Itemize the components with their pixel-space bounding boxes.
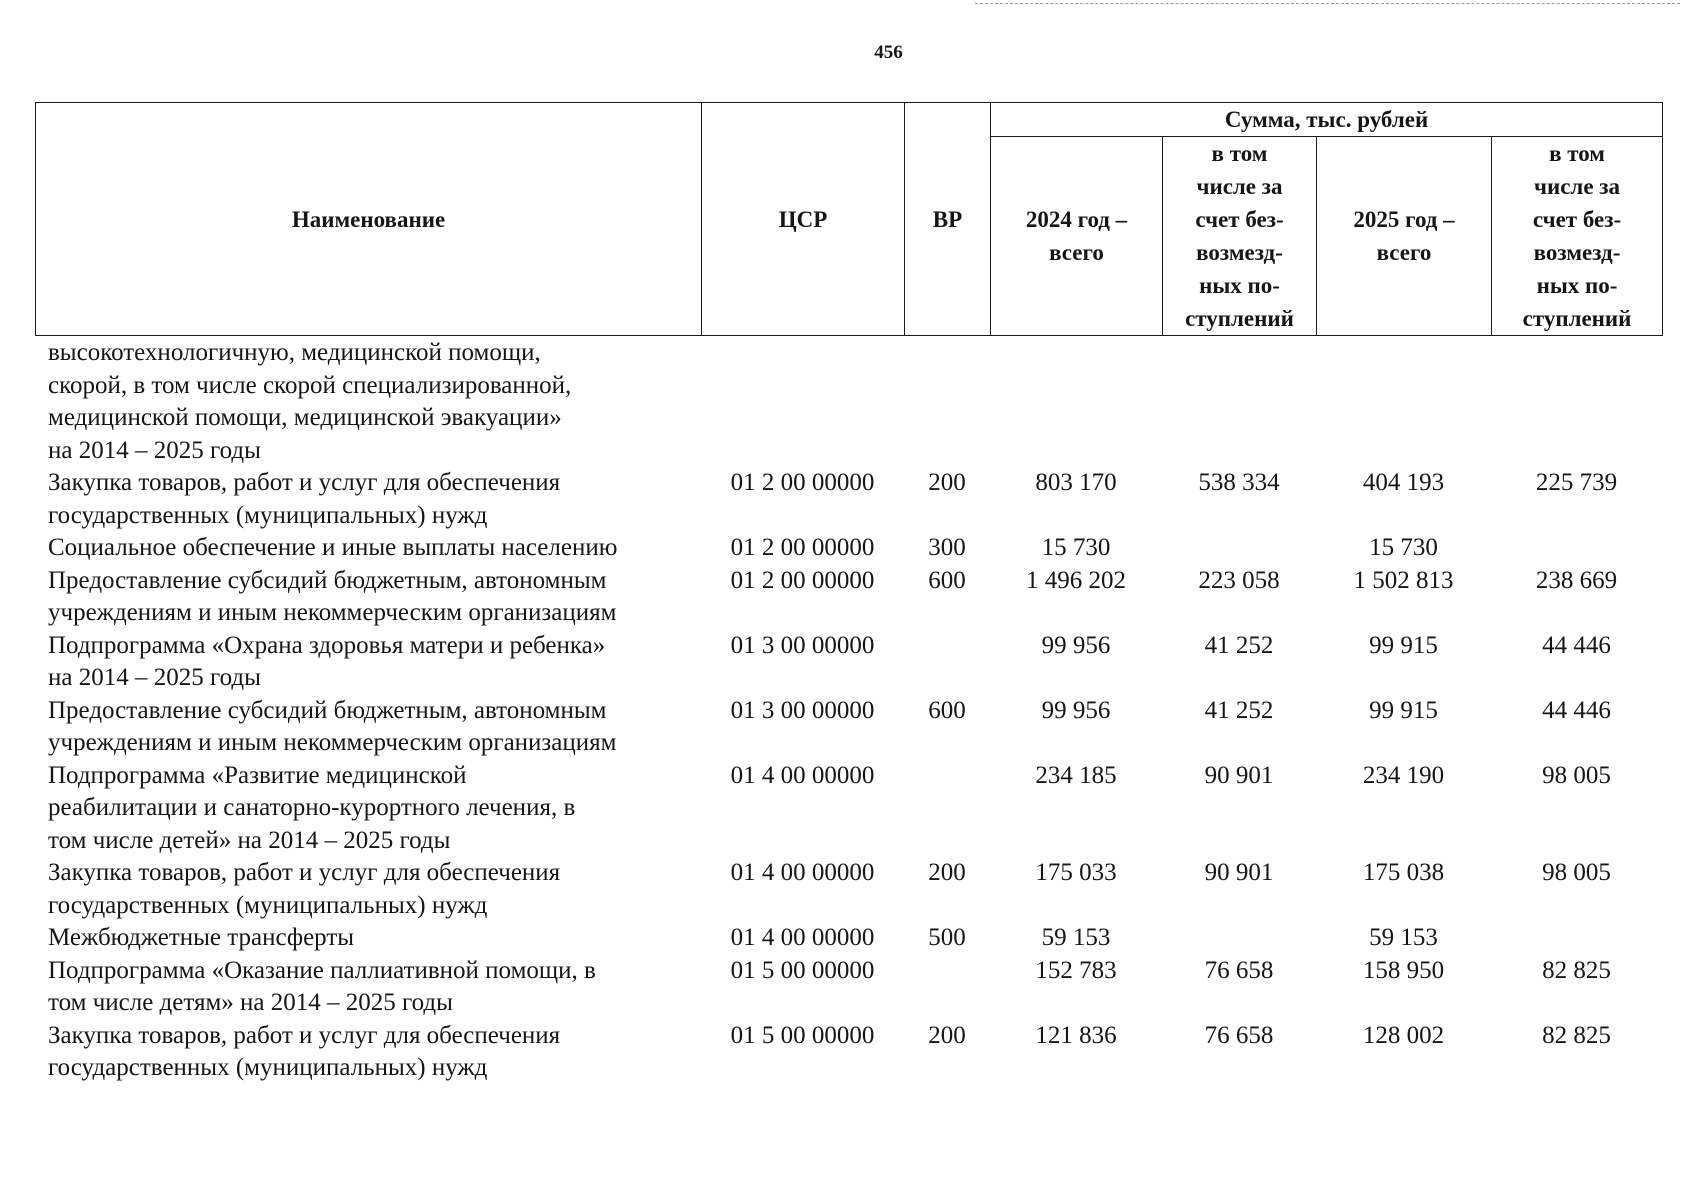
cell-2024-incl: 41 252: [1204, 631, 1274, 659]
cell-vr: [904, 630, 990, 695]
header-incl-line: в том: [1211, 141, 1268, 166]
cell-csr: 01 4 00 00000: [730, 924, 875, 951]
cell-name-line: Закупка товаров, работ и услуг для обеспечения: [48, 859, 561, 886]
cell-2025-total: 59 153: [1369, 924, 1438, 951]
cell-vr: [904, 955, 990, 1020]
cell-2024-incl: 223 058: [1198, 566, 1280, 594]
table-row: [35, 695, 1662, 760]
cell-2024-incl: [1162, 532, 1316, 565]
cell-2024-total: 803 170: [1035, 469, 1117, 496]
header-incl-line: числе за: [1534, 174, 1621, 199]
cell-2024-incl: [1162, 337, 1316, 467]
cell-2025-incl: 98 005: [1542, 859, 1611, 886]
cell-csr: 01 2 00 00000: [730, 469, 875, 496]
cell-csr: 01 3 00 00000: [730, 696, 875, 724]
cell-name-line: скорой, в том числе скорой специализированной,: [48, 371, 572, 399]
cell-csr: 01 3 00 00000: [730, 631, 875, 659]
header-sum-group: Сумма, тыс. рублей: [991, 103, 1663, 137]
cell-csr: 01 4 00 00000: [730, 761, 875, 789]
cell-name: [35, 565, 701, 630]
header-2024-incl: [1163, 137, 1317, 336]
cell-2025-total: 158 950: [1362, 956, 1445, 984]
top-rule: [975, 3, 1680, 4]
cell-name-line: высокотехнологичную, медицинской помощи,: [48, 339, 541, 366]
cell-2025-total: 99 915: [1369, 631, 1438, 659]
cell-2024-total: [990, 337, 1162, 467]
cell-2024-incl: 76 658: [1204, 1021, 1274, 1049]
cell-2024-incl: 90 901: [1204, 761, 1274, 789]
cell-name-line: на 2014 – 2025 годы: [48, 664, 261, 691]
header-incl-line: ных по-: [1536, 273, 1618, 298]
cell-2025-incl: [1491, 922, 1662, 955]
cell-name: [35, 695, 701, 760]
table-header: [35, 102, 1663, 336]
header-incl-line: счет без-: [1195, 207, 1284, 232]
cell-2025-incl: [1491, 337, 1662, 467]
header-incl-line: возмезд-: [1533, 240, 1621, 265]
cell-2025-total: 404 193: [1362, 469, 1445, 496]
cell-2025-total: 128 002: [1362, 1021, 1445, 1049]
cell-name: [35, 337, 701, 467]
cell-2024-incl: 76 658: [1204, 956, 1274, 984]
cell-2024-incl: 90 901: [1204, 859, 1274, 886]
cell-name-line: том числе детям» на 2014 – 2025 годы: [48, 989, 453, 1016]
table-row: [35, 922, 1662, 955]
cell-csr: 01 2 00 00000: [730, 566, 875, 594]
table-row: [35, 630, 1662, 695]
cell-name-line: учреждениям и иным некоммерческим организациям: [48, 729, 617, 756]
cell-name-line: государственных (муниципальных) нужд: [48, 501, 488, 529]
cell-name: [35, 922, 701, 955]
page-number: 456: [874, 42, 903, 63]
cell-vr: 300: [928, 534, 966, 561]
table-rows: [35, 337, 1662, 1085]
cell-2024-incl: 538 334: [1198, 469, 1280, 496]
cell-csr: 01 5 00 00000: [730, 956, 875, 984]
cell-2025-incl: 44 446: [1542, 696, 1611, 724]
cell-2024-total: 99 956: [1041, 631, 1111, 659]
cell-name-line: Предоставление субсидий бюджетным, автономным: [48, 566, 607, 594]
cell-vr: [904, 337, 990, 467]
cell-vr: 200: [928, 859, 966, 886]
cell-vr: 600: [928, 696, 966, 724]
cell-name-line: на 2014 – 2025 годы: [48, 436, 261, 464]
header-incl-line: в том: [1549, 141, 1605, 166]
table-row: [35, 955, 1662, 1020]
cell-name: [35, 955, 701, 1020]
cell-2024-total: 175 033: [1035, 859, 1117, 886]
cell-name-line: государственных (муниципальных) нужд: [48, 1054, 488, 1081]
header-2024-total: [991, 137, 1163, 336]
cell-2025-incl: 44 446: [1542, 631, 1611, 659]
cell-name-line: государственных (муниципальных) нужд: [48, 891, 488, 919]
cell-name: [35, 467, 701, 532]
cell-name-line: том числе детей» на 2014 – 2025 годы: [48, 826, 451, 854]
cell-2024-total: 234 185: [1035, 761, 1117, 789]
cell-2025-total: 15 730: [1369, 534, 1438, 561]
cell-name: [35, 630, 701, 695]
header-2025-incl: [1492, 137, 1663, 336]
table-row: [35, 565, 1662, 630]
header-incl-line: ных по-: [1199, 273, 1280, 298]
header-2024-total-line: 2024 год –: [1025, 207, 1128, 232]
cell-name-line: Подпрограмма «Развитие медицинской: [48, 761, 467, 789]
cell-2025-incl: 98 005: [1542, 761, 1611, 789]
cell-2024-incl: 41 252: [1204, 696, 1274, 724]
cell-2025-total: 234 190: [1362, 761, 1445, 789]
header-vr: ВР: [905, 103, 991, 336]
table-row: [35, 337, 1662, 467]
cell-2024-total: 99 956: [1041, 696, 1111, 724]
cell-csr: [701, 337, 904, 467]
cell-name: [35, 857, 701, 922]
header-2025-total-line: всего: [1376, 240, 1432, 265]
cell-2024-total: 15 730: [1041, 534, 1111, 561]
cell-2025-total: [1316, 337, 1491, 467]
header-incl-line: ступлений: [1185, 306, 1294, 331]
cell-2024-total: 1 496 202: [1026, 566, 1126, 594]
table-row: [35, 857, 1662, 922]
header-2024-total-line: всего: [1049, 240, 1104, 265]
cell-name-line: Социальное обеспечение и иные выплаты населению: [48, 534, 618, 561]
table-row: [35, 532, 1662, 565]
header-2025-total: [1317, 137, 1492, 336]
table-row: [35, 1020, 1662, 1085]
cell-name-line: реабилитации и санаторно-курортного лечения, в: [48, 794, 576, 821]
cell-name-line: Подпрограмма «Охрана здоровья матери и ребенка»: [48, 631, 606, 659]
cell-2025-incl: 82 825: [1542, 956, 1611, 984]
cell-csr: 01 5 00 00000: [730, 1021, 875, 1049]
cell-2025-incl: [1491, 532, 1662, 565]
table-body: [35, 337, 1662, 1085]
header-incl-line: счет без-: [1532, 207, 1622, 232]
cell-name-line: Закупка товаров, работ и услуг для обеспечения: [48, 469, 561, 496]
cell-2025-total: 1 502 813: [1353, 566, 1454, 594]
cell-2024-total: 152 783: [1035, 956, 1117, 984]
cell-2024-total: 59 153: [1041, 924, 1111, 951]
header-incl-line: возмезд-: [1196, 240, 1283, 265]
cell-vr: [904, 760, 990, 858]
cell-2025-incl: 225 739: [1535, 469, 1618, 496]
cell-2024-incl: [1162, 922, 1316, 955]
header-name: Наименование: [36, 103, 702, 336]
header-csr: ЦСР: [702, 103, 905, 336]
cell-name: [35, 532, 701, 565]
cell-2025-total: 175 038: [1362, 859, 1445, 886]
header-2025-total-line: 2025 год –: [1353, 207, 1455, 232]
cell-2025-incl: 238 669: [1535, 566, 1618, 594]
cell-vr: 200: [928, 469, 966, 496]
header-incl-line: числе за: [1196, 174, 1283, 199]
cell-csr: 01 4 00 00000: [730, 859, 875, 886]
table-row: [35, 467, 1662, 532]
cell-2025-incl: 82 825: [1542, 1021, 1611, 1049]
cell-vr: 200: [928, 1021, 966, 1049]
cell-name-line: медицинской помощи, медицинской эвакуации»: [48, 404, 562, 431]
cell-vr: 500: [928, 924, 966, 951]
cell-name-line: Закупка товаров, работ и услуг для обеспечения: [48, 1021, 561, 1049]
cell-name: [35, 1020, 701, 1085]
table-row: [35, 760, 1662, 858]
cell-csr: 01 2 00 00000: [730, 534, 875, 561]
cell-2024-total: 121 836: [1035, 1021, 1117, 1049]
cell-name-line: Межбюджетные трансферты: [48, 924, 355, 951]
cell-name-line: Подпрограмма «Оказание паллиативной помощи, в: [48, 956, 596, 984]
cell-name-line: Предоставление субсидий бюджетным, автономным: [48, 696, 607, 724]
header-incl-line: ступлений: [1522, 306, 1632, 331]
cell-2025-total: 99 915: [1369, 696, 1438, 724]
cell-name-line: учреждениям и иным некоммерческим организациям: [48, 599, 617, 626]
cell-name: [35, 760, 701, 858]
cell-vr: 600: [928, 566, 966, 594]
